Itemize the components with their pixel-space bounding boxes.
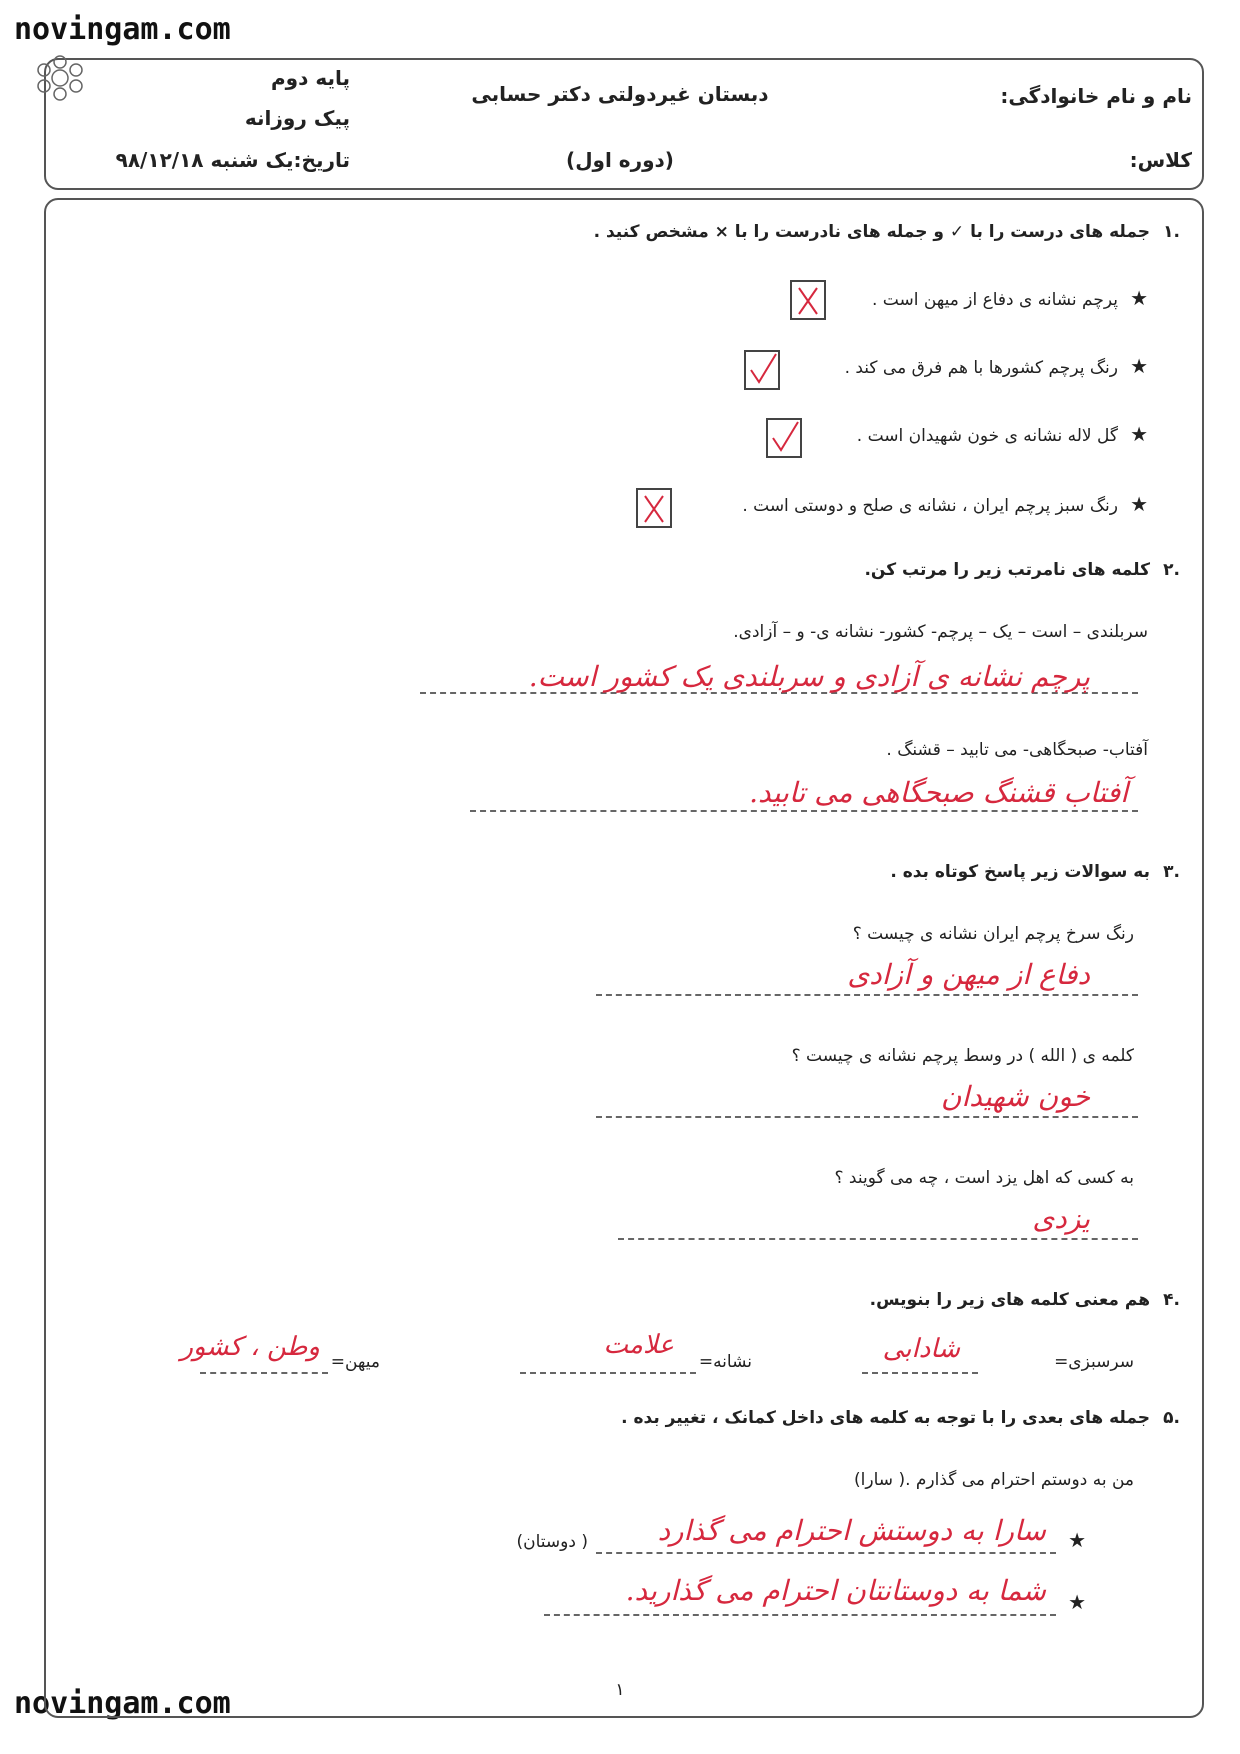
answer-line	[862, 1372, 978, 1374]
q2-title: کلمه های نامرتب زیر را مرتب کن.	[864, 560, 1150, 580]
star-icon: ★	[1068, 1528, 1086, 1552]
q4-number: ۴.	[1163, 1290, 1180, 1310]
q2-words-1: سربلندی – است – یک – پرچم- کشور- نشانه ی- و – آزادی.	[733, 622, 1148, 642]
answer-line	[544, 1614, 1056, 1616]
q4-answer-2[interactable]: علامت	[603, 1330, 674, 1360]
date-label: تاریخ:یک شنبه ۹۸/۱۲/۱۸	[115, 148, 350, 172]
school-name: دبستان غیردولتی دکتر حسابی	[471, 82, 769, 106]
class-label: کلاس:	[1129, 148, 1192, 172]
star-icon: ★	[1130, 286, 1148, 310]
q5-hint-1: ( دوستان)	[516, 1532, 588, 1552]
star-icon: ★	[1130, 354, 1148, 378]
name-label: نام و نام خانوادگی:	[1000, 84, 1192, 108]
answer-line	[618, 1238, 1138, 1240]
q2-number: ۲.	[1163, 560, 1180, 580]
q1-number: ۱.	[1163, 222, 1180, 242]
q3-question-3: به کسی که اهل یزد است ، چه می گویند ؟	[834, 1168, 1134, 1188]
answer-line	[596, 994, 1138, 996]
q4-word-1: سرسبزی=	[1054, 1352, 1134, 1372]
q5-title: جمله های بعدی را با توجه به کلمه های داخل کمانک ، تغییر بده .	[621, 1408, 1150, 1428]
q3-question-2: کلمه ی ( الله ) در وسط پرچم نشانه ی چیست ؟	[791, 1046, 1134, 1066]
q2-answer-1[interactable]: پرچم نشانه ی آزادی و سربلندی یک کشور است.	[528, 660, 1090, 693]
period-label: (دوره اول)	[566, 148, 674, 172]
q1-item-1: پرچم نشانه ی دفاع از میهن است .	[871, 290, 1118, 310]
q2-answer-2[interactable]: آفتاب قشنگ صبحگاهی می تابید.	[749, 776, 1128, 809]
q1-mark-box-2[interactable]	[744, 350, 780, 390]
q4-answer-3[interactable]: وطن ، کشور	[180, 1332, 320, 1362]
q1-item-2: رنگ پرچم کشورها با هم فرق می کند .	[844, 358, 1118, 378]
star-icon: ★	[1130, 422, 1148, 446]
q1-title: جمله های درست را با ✓ و جمله های نادرست را با × مشخص کنید .	[593, 222, 1150, 242]
q3-title: به سوالات زیر پاسخ کوتاه بده .	[890, 862, 1150, 882]
q4-title: هم معنی کلمه های زیر را بنویس.	[869, 1290, 1150, 1310]
q1-item-3: گل لاله نشانه ی خون شهیدان است .	[856, 426, 1118, 446]
q1-mark-box-3[interactable]	[766, 418, 802, 458]
grade-label: پایه دوم	[271, 66, 350, 90]
star-icon: ★	[1068, 1590, 1086, 1614]
star-icon: ★	[1130, 492, 1148, 516]
page-number: ۱	[615, 1680, 625, 1700]
q4-word-3: میهن=	[330, 1352, 380, 1372]
q5-answer-1[interactable]: سارا به دوستش احترام می گذارد	[657, 1514, 1046, 1547]
q4-word-2: نشانه=	[698, 1352, 752, 1372]
q5-answer-2[interactable]: شما به دوستانتان احترام می گذارید.	[625, 1574, 1046, 1607]
q3-answer-2[interactable]: خون شهیدان	[940, 1080, 1090, 1113]
q2-words-2: آفتاب- صبحگاهی- می تابید – قشنگ .	[886, 740, 1148, 760]
answer-line	[520, 1372, 696, 1374]
watermark-bottom: novingam.com	[14, 1686, 231, 1721]
q5-sentence: من به دوستم احترام می گذارم .( سارا)	[854, 1470, 1134, 1490]
q3-answer-3[interactable]: یزدی	[1032, 1202, 1090, 1235]
q3-number: ۳.	[1163, 862, 1180, 882]
school-logo	[28, 52, 92, 104]
q4-answer-1[interactable]: شادابی	[882, 1334, 960, 1364]
type-label: پیک روزانه	[244, 106, 350, 130]
q1-item-4: رنگ سبز پرچم ایران ، نشانه ی صلح و دوستی است .	[742, 496, 1118, 516]
answer-line	[200, 1372, 328, 1374]
q1-mark-box-1[interactable]	[790, 280, 826, 320]
watermark-top: novingam.com	[14, 12, 231, 47]
answer-line	[470, 810, 1138, 812]
q1-mark-box-4[interactable]	[636, 488, 672, 528]
q5-number: ۵.	[1163, 1408, 1180, 1428]
q3-question-1: رنگ سرخ پرچم ایران نشانه ی چیست ؟	[852, 924, 1134, 944]
q3-answer-1[interactable]: دفاع از میهن و آزادی	[847, 958, 1090, 991]
answer-line	[596, 1116, 1138, 1118]
answer-line	[596, 1552, 1056, 1554]
